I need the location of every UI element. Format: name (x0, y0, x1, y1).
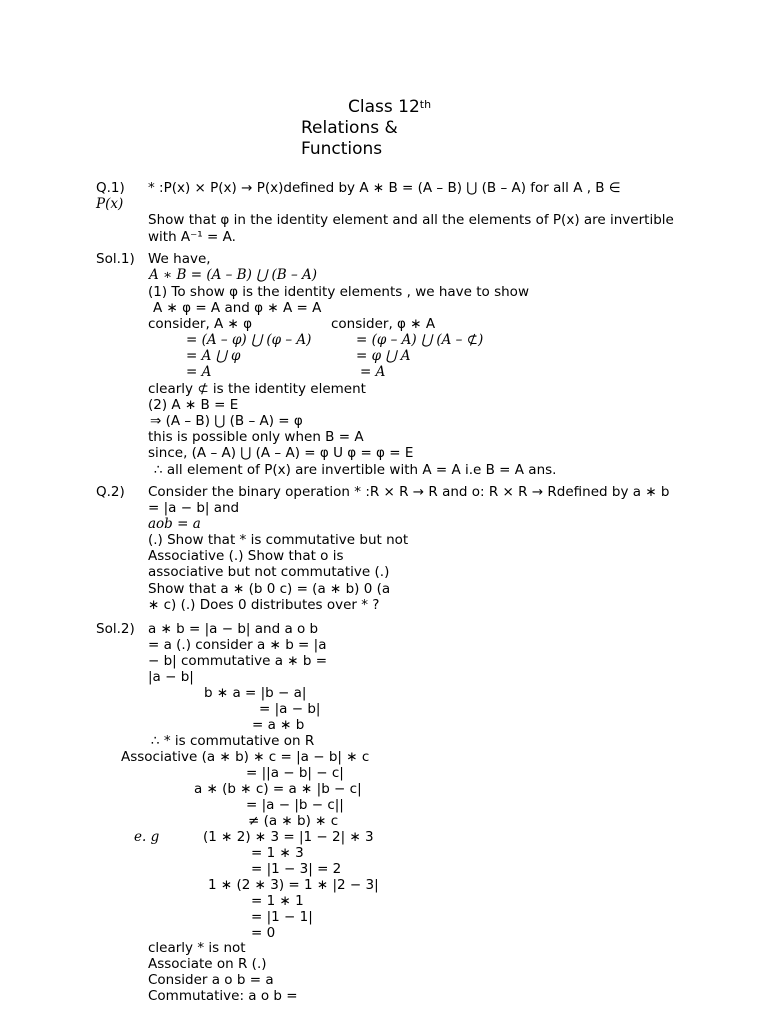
sol2-line: Consider a o b = a (148, 972, 274, 988)
sol2-line: = |a − |b − c|| (246, 797, 344, 813)
sol1-line: = (φ – A) ⋃ (A – ⊄) (356, 332, 484, 348)
sol1-line: (2) A ∗ B = E (148, 397, 239, 413)
sol1-line: this is possible only when B = A (148, 429, 364, 445)
sol2-line: = ||a − b| − c| (246, 765, 344, 781)
title-line-1: Relations & (301, 118, 398, 138)
sol2-line: = |a − b| (259, 701, 321, 717)
q2-line: Show that a ∗ (b 0 c) = (a ∗ b) 0 (a (148, 581, 391, 597)
sol1-line: A ∗ φ = A and φ ∗ A = A (153, 300, 322, 316)
sol2-line: Associate on R (.) (148, 956, 267, 972)
q2-line: = |a − b| and (148, 500, 240, 516)
q2-line: aob = a (148, 516, 201, 532)
title-line-2: Functions (301, 139, 383, 159)
q1-line-2: P(x) (96, 196, 124, 212)
sol2-line: 1 ∗ (2 ∗ 3) = 1 ∗ |2 − 3| (208, 877, 379, 893)
q1-line-3: Show that φ in the identity element and all the elements of P(x) are invertible (148, 212, 674, 228)
q2-line: (.) Show that * is commutative but not (148, 532, 409, 548)
sol1-label: Sol.1) (96, 251, 135, 267)
sol1-line: consider, φ ∗ A (331, 316, 436, 332)
q1-line-4: with A⁻¹ = A. (148, 229, 236, 245)
sol2-line: = |1 − 3| = 2 (251, 861, 342, 877)
sol2-line: = a ∗ b (252, 717, 305, 733)
q2-line: associative but not commutative (.) (148, 564, 390, 580)
sol2-line: = |1 − 1| (251, 909, 313, 925)
sol2-line: a ∗ (b ∗ c) = a ∗ |b − c| (194, 781, 362, 797)
q1-label: Q.1) (96, 180, 125, 196)
sol2-line: ≠ (a ∗ b) ∗ c (248, 813, 339, 829)
sol1-line: since, (A – A) ⋃ (A – A) = φ U φ = φ = E (148, 445, 414, 461)
sol1-line: = A (186, 364, 212, 380)
sol1-line: (1) To show φ is the identity elements , we have to show (148, 284, 529, 300)
sol2-line: a ∗ b = |a − b| and a o b (148, 621, 319, 637)
sol2-line: = 1 ∗ 3 (251, 845, 304, 861)
sol2-line: = 0 (251, 925, 276, 941)
sol2-line: e. g (134, 829, 160, 845)
sol1-line: = φ ⋃ A (356, 348, 411, 364)
q2-label: Q.2) (96, 484, 125, 500)
q2-line: ∗ c) (.) Does 0 distributes over * ? (148, 597, 380, 613)
sol1-line: = A (360, 364, 386, 380)
sol2-label: Sol.2) (96, 621, 135, 637)
class-heading: Class 12th (348, 97, 432, 117)
sol1-line: A ∗ B = (A – B) ⋃ (B – A) (149, 267, 318, 283)
sol2-line: Commutative: a o b = (148, 988, 298, 1004)
sol2-line: = 1 ∗ 1 (251, 893, 304, 909)
sol2-line: |a − b| (148, 669, 194, 685)
sol1-line: consider, A ∗ φ (148, 316, 253, 332)
sol1-line: We have, (148, 251, 211, 267)
sol2-line: b ∗ a = |b − a| (204, 685, 307, 701)
sol1-line: ⇒ (A – B) ⋃ (B – A) = φ (150, 413, 303, 429)
sol2-line: = a (.) consider a ∗ b = |a (148, 637, 327, 653)
sol2-line: − b| commutative a ∗ b = (148, 653, 328, 669)
sol2-line: ∴ * is commutative on R (151, 733, 315, 749)
q2-line: Consider the binary operation * :R × R → R and o: R × R → Rdefined by a ∗ b (148, 484, 670, 500)
q2-line: Associative (.) Show that o is (148, 548, 344, 564)
sol2-line: Associative (a ∗ b) ∗ c = |a − b| ∗ c (121, 749, 370, 765)
sol2-line: clearly * is not (148, 940, 246, 956)
sol2-line: (1 ∗ 2) ∗ 3 = |1 − 2| ∗ 3 (203, 829, 374, 845)
sol1-line: = A ⋃ φ (186, 348, 241, 364)
sol1-line: = (A – φ) ⋃ (φ – A) (186, 332, 312, 348)
sol1-line: ∴ all element of P(x) are invertible with A = A i.e B = A ans. (154, 462, 557, 478)
q1-line-1: * :P(x) × P(x) → P(x)defined by A ∗ B = (A – B) ⋃ (B – A) for all A , B ∈ (148, 180, 621, 196)
sol1-line: clearly ⊄ is the identity element (148, 381, 366, 397)
